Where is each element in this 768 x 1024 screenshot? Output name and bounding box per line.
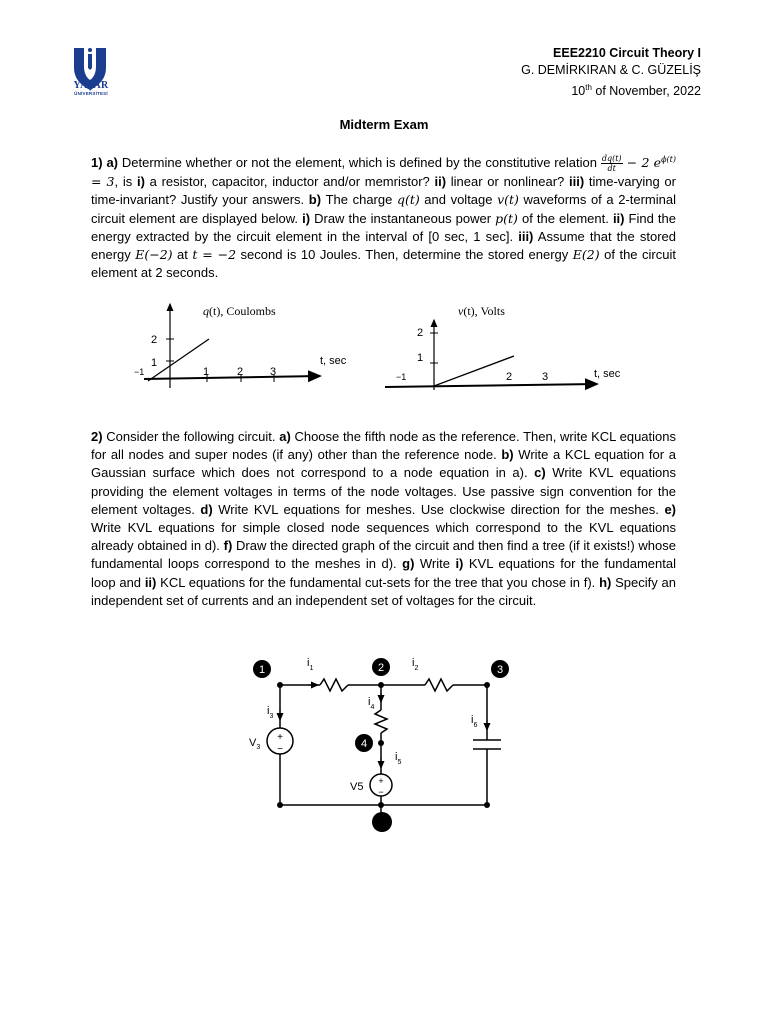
q2-text: Write KVL equations for meshes. Use clockwise direction for the meshes. xyxy=(212,501,665,517)
q2-text: Write a KCL equation for a Gaussian surface which does not correspond to a node equation in a). xyxy=(91,447,676,481)
q1-text: Determine whether or not the element, which is defined by the constitutive relation xyxy=(118,155,601,171)
q1-text: The charge xyxy=(321,192,397,208)
fraction-denominator: dt xyxy=(607,164,616,174)
junction-dot xyxy=(484,802,490,808)
junction-dot xyxy=(277,682,283,688)
question-2-text xyxy=(91,428,676,610)
question-1-text xyxy=(91,151,676,282)
q2-number: 2) xyxy=(91,429,103,444)
q1-text: Find the energy extracted by the circuit element in the interval of [0 sec, 1 sec]. xyxy=(91,210,676,244)
charge-waveform-graph xyxy=(130,298,350,398)
node-3-label: 3 xyxy=(496,664,504,676)
junction-dot xyxy=(484,682,490,688)
q2-part-h: h) xyxy=(599,574,612,590)
q1-text: time-varying or time-invariant? Justify your answers. xyxy=(91,174,676,208)
q-ytick-label-1: 1 xyxy=(151,357,158,369)
q2-text: Choose the fifth node as the reference. Then, write KCL equations for all nodes and super nodes (if any) other than the reference node. xyxy=(91,429,676,463)
q2-text: KVL equations for the fundamental loop and xyxy=(91,556,676,590)
q1-b-sub-i: i) xyxy=(302,210,311,226)
q2-text: Consider the following circuit. xyxy=(102,429,280,444)
q1-text: , is xyxy=(114,174,137,190)
q2-text: Write KVL equations providing the element voltages in terms of the node voltages. Use passive sign convention for the element voltages. xyxy=(91,465,676,517)
logo-text: YAŞAR xyxy=(73,80,109,91)
q1-b-sub-iii: iii) xyxy=(518,228,534,244)
q1-sub-iii: iii) xyxy=(569,174,585,190)
math-e-minus2: E(−2) xyxy=(135,247,173,263)
date-rest: of November, 2022 xyxy=(591,84,701,99)
v5-plus-sign: + xyxy=(378,776,384,786)
circuit-diagram xyxy=(240,650,520,840)
v-ytick-label-1: 1 xyxy=(417,352,424,364)
q2-part-b: b) xyxy=(501,447,514,463)
q1-sub-ii: ii) xyxy=(434,174,447,190)
q2-part-g: g) xyxy=(402,556,415,572)
math-t-eq: t = −2 xyxy=(192,247,237,263)
q-ytick-label-2: 2 xyxy=(151,334,158,346)
exam-date xyxy=(571,79,701,100)
q1-text: Assume that the stored energy xyxy=(91,228,677,263)
equation-rhs: = 3 xyxy=(91,174,115,190)
math-v: v(t) xyxy=(497,192,519,208)
q2-part-d: d) xyxy=(200,501,213,517)
q-xtick-label-1: 1 xyxy=(203,366,210,378)
q2-text: Write xyxy=(414,556,456,572)
junction-dot xyxy=(277,802,283,808)
label-i4: $i_4$ xyxy=(368,696,375,711)
course-title: EEE2210 Circuit Theory I xyxy=(553,46,701,60)
v-xtick-label-neg1: −1 xyxy=(396,372,407,382)
exam-title: Midterm Exam xyxy=(339,117,429,132)
reference-node-5 xyxy=(372,812,392,832)
q1-text: waveforms of a 2-terminal circuit element are displayed below. xyxy=(91,192,676,226)
q1-text: linear or nonlinear? xyxy=(446,174,570,190)
q1-b-sub-ii: ii) xyxy=(612,210,625,226)
q1-text: a resistor, capacitor, inductor and/or memristor? xyxy=(144,174,435,190)
junction-dot xyxy=(378,802,384,808)
q-xtick-label-neg1: −1 xyxy=(134,367,145,377)
equation-exponent: ϕ(t) xyxy=(661,155,676,164)
q1-sub-i: i) xyxy=(136,174,145,190)
math-p: p(t) xyxy=(495,210,518,226)
resistor-r4 xyxy=(375,710,387,733)
junction-dot xyxy=(378,740,384,746)
label-i6: $i_6$ xyxy=(471,714,478,729)
label-i1: $i_1$ xyxy=(307,657,314,672)
v-ylabel: v(t), Volts xyxy=(458,304,505,318)
date-day: 10 xyxy=(571,84,586,99)
q1-part-b: b) xyxy=(308,192,322,208)
v-ytick-label-2: 2 xyxy=(417,327,424,339)
course-authors: G. DEMİRKIRAN & C. GÜZELİŞ xyxy=(521,63,701,77)
q1-text: second is 10 Joules. Then, determine the stored energy xyxy=(236,247,573,263)
v-xtick-label-3: 3 xyxy=(542,371,549,383)
v-xtick-label-2: 2 xyxy=(506,371,513,383)
q2-g-sub-ii: ii) xyxy=(144,574,157,590)
math-e2: E(2) xyxy=(572,247,600,263)
q-xtick-label-3: 3 xyxy=(270,366,277,378)
equation-lhs: − 2 e xyxy=(622,155,662,171)
q1-text: Draw the instantaneous power xyxy=(310,210,496,226)
q2-text: Specify an independent set of currents and an independent set of voltages for the circuit. xyxy=(91,574,676,608)
v3-minus-sign: − xyxy=(277,744,283,755)
resistor-r1 xyxy=(320,679,348,691)
q2-text: KCL equations for the fundamental cut-sets for the tree that you chose in f). xyxy=(156,574,600,590)
q-xlabel: t, sec xyxy=(320,355,347,367)
math-q: q(t) xyxy=(396,192,420,208)
q2-part-a: a) xyxy=(279,429,291,444)
label-v5: V5 xyxy=(350,781,364,793)
q-xtick-label-2: 2 xyxy=(237,366,244,378)
q1-text: and voltage xyxy=(419,192,498,208)
q2-g-sub-i: i) xyxy=(455,556,464,572)
node-1-label: 1 xyxy=(258,664,266,676)
date-suffix: th xyxy=(585,83,592,92)
q2-text: Write KVL equations for simple closed node sequences which correspond to the KVL equations already obtained in d). xyxy=(91,520,676,554)
q1-text: of the element. xyxy=(517,210,613,226)
q1-part-a: a) xyxy=(106,155,119,171)
fraction-numerator: dq(t) xyxy=(601,154,622,164)
v-xlabel: t, sec xyxy=(594,368,621,380)
label-i3: $i_3$ xyxy=(267,705,274,720)
q1-text: of the circuit element at 2 seconds. xyxy=(91,247,676,281)
logo-subtext: ÜNİVERSİTESİ xyxy=(74,91,108,96)
q-ylabel: q(t), Coulombs xyxy=(203,304,276,318)
q2-part-e: e) xyxy=(664,501,676,517)
v-x-axis xyxy=(385,384,597,387)
label-i5: $i_5$ xyxy=(395,751,402,766)
v5-minus-sign: − xyxy=(378,787,384,797)
q2-text: Draw the directed graph of the circuit and then find a tree (if it exists!) whose fundamental loops correspond to the meshes in d). xyxy=(91,538,676,572)
q1-text: at xyxy=(172,247,193,263)
q2-part-f: f) xyxy=(223,538,233,554)
q2-part-c: c) xyxy=(534,465,546,481)
q-waveform xyxy=(148,339,209,381)
q1-number: 1) xyxy=(91,155,103,171)
voltage-waveform-graph xyxy=(385,298,635,398)
label-i2: $i_2$ xyxy=(412,657,419,672)
resistor-r2 xyxy=(425,679,453,691)
label-v3: $V_3$ xyxy=(249,737,261,751)
junction-dot xyxy=(378,682,384,688)
v3-plus-sign: + xyxy=(277,732,283,743)
node-2-label: 2 xyxy=(377,662,385,674)
v-waveform xyxy=(434,356,514,386)
node-4-label: 4 xyxy=(360,738,368,750)
constitutive-fraction xyxy=(601,154,623,173)
